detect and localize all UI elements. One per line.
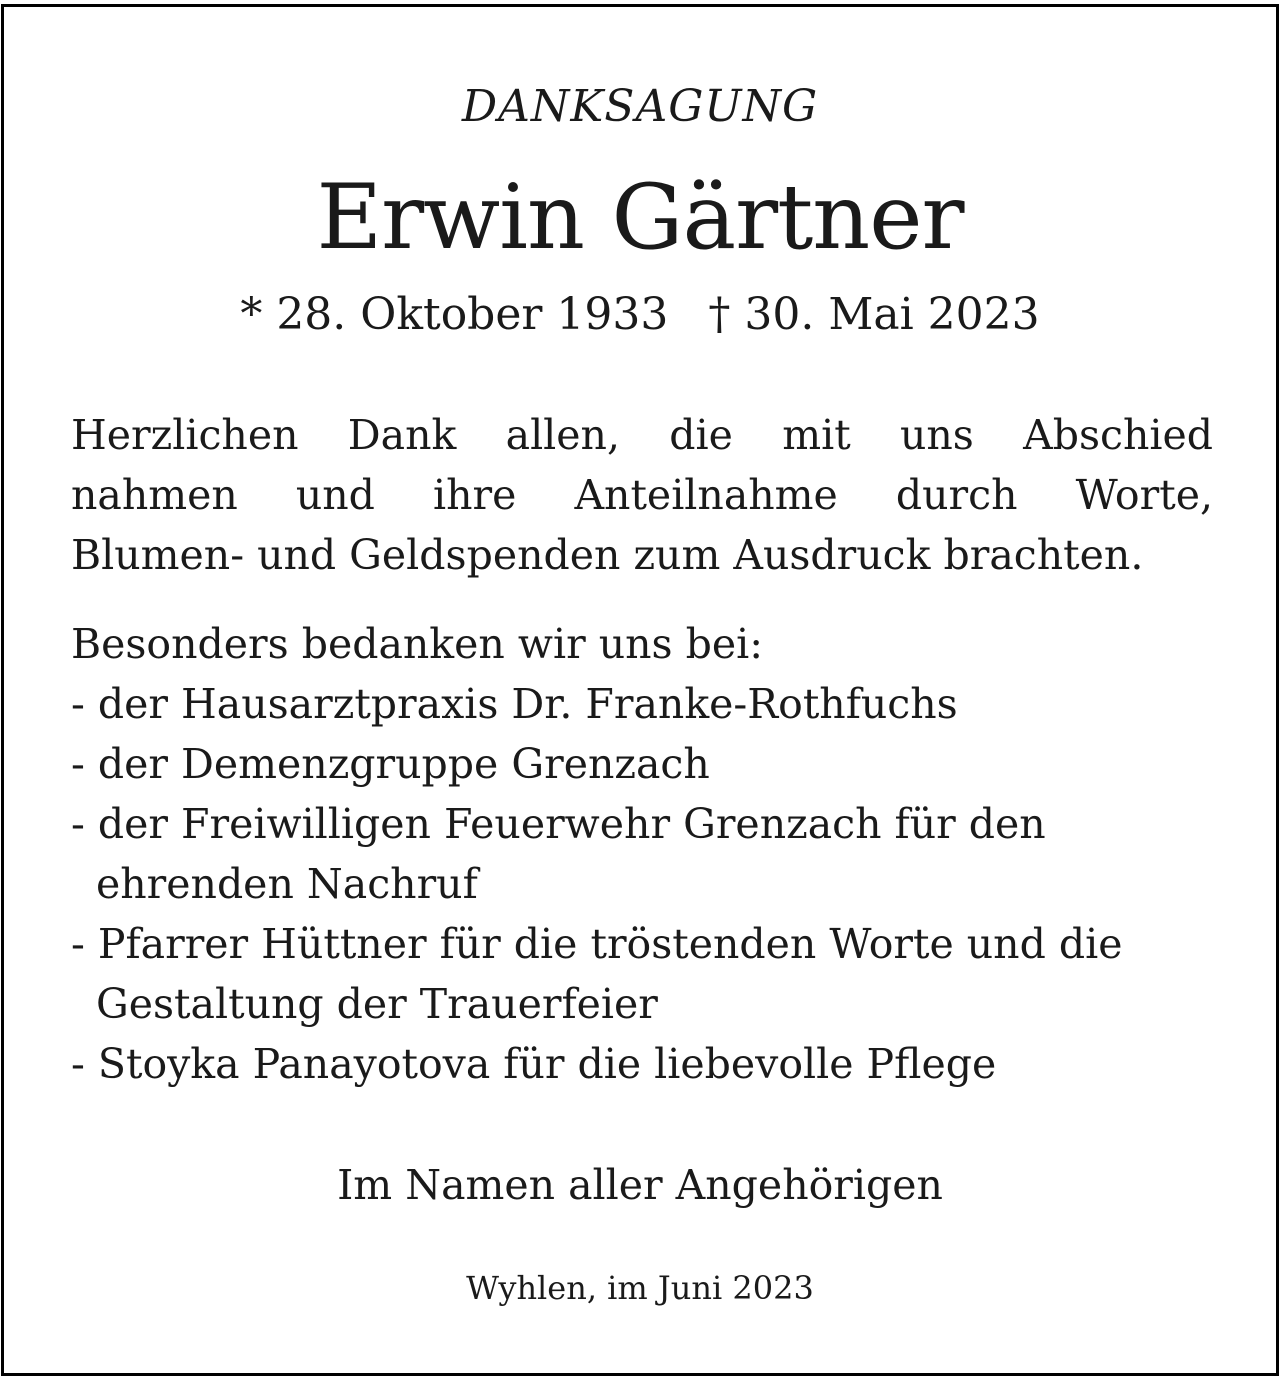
deceased-name: Erwin Gärtner bbox=[316, 165, 964, 270]
special-thanks-intro: Besonders bedanken wir uns bei: bbox=[71, 620, 764, 668]
special-thanks-section bbox=[71, 614, 1213, 1094]
thanks-line: nahmen und ihre Anteilnahme durch Worte, bbox=[71, 471, 1213, 519]
death-date: † 30. Mai 2023 bbox=[708, 289, 1040, 340]
notice-heading: DANKSAGUNG bbox=[461, 81, 819, 132]
list-item: - der Hausarztpraxis Dr. Franke-Rothfuchs bbox=[71, 680, 958, 728]
thanks-line: Blumen- und Geldspenden zum Ausdruck brachten. bbox=[71, 531, 1144, 579]
list-item: - Pfarrer Hüttner für die tröstenden Worte und die Gestaltung der Trauerfeier bbox=[71, 920, 1123, 1028]
thanks-line: Herzlichen Dank allen, die mit uns Abschied bbox=[71, 411, 1213, 459]
birth-date: * 28. Oktober 1933 bbox=[240, 289, 669, 340]
list-item: - der Freiwilligen Feuerwehr Grenzach für den ehrenden Nachruf bbox=[71, 800, 1046, 908]
obituary-notice bbox=[1, 4, 1279, 1376]
life-dates bbox=[4, 289, 1276, 340]
signoff: Im Namen aller Angehörigen bbox=[337, 1161, 943, 1209]
list-item: - Stoyka Panayotova für die liebevolle Pflege bbox=[71, 1040, 997, 1088]
place-date: Wyhlen, im Juni 2023 bbox=[466, 1269, 814, 1307]
thanks-paragraph bbox=[71, 405, 1213, 585]
special-thanks-list bbox=[71, 674, 1213, 1094]
list-item: - der Demenzgruppe Grenzach bbox=[71, 740, 710, 788]
